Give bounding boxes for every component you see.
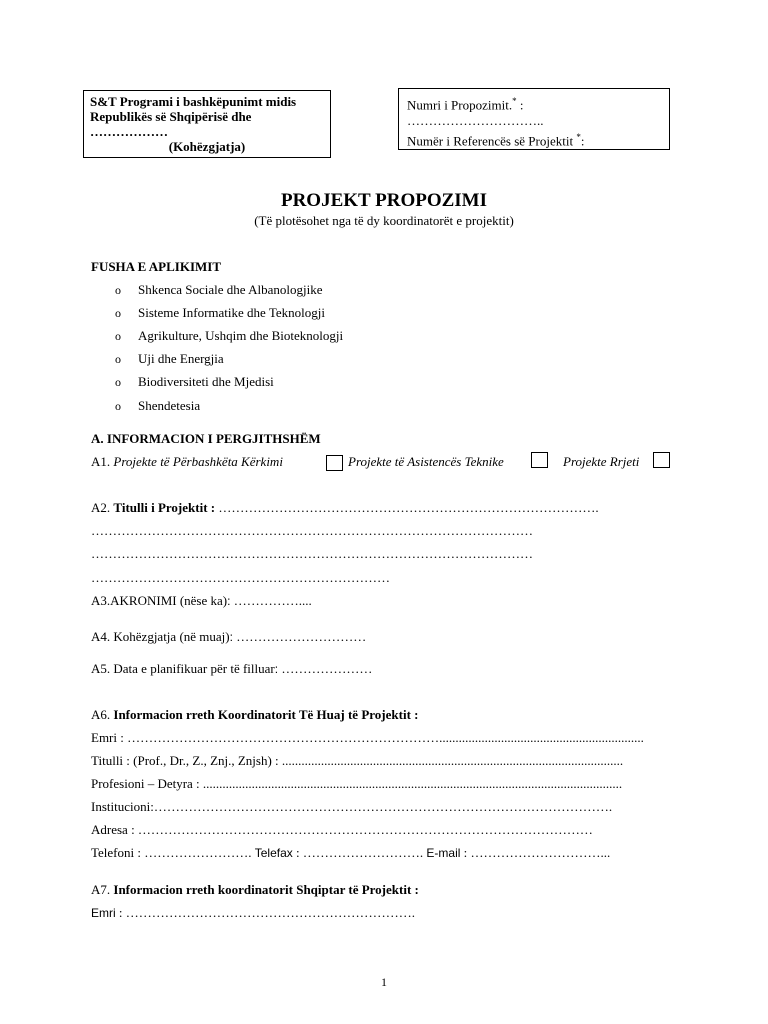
bullet-marker[interactable]: o xyxy=(115,306,121,320)
field-heading: FUSHA E APLIKIMIT xyxy=(91,259,222,274)
page-subtitle: (Të plotësohet nga të dy koordinatorët e projektit) xyxy=(254,213,514,228)
a6-fax-label: Telefax xyxy=(254,846,293,860)
a6-title-field[interactable]: Titulli : (Prof., Dr., Z., Znj., Znjsh) : ......................................................................................................... xyxy=(91,753,624,768)
a1-label: A1. xyxy=(91,454,111,469)
field-option-1: Shkenca Sociale dhe Albanologjike xyxy=(138,282,323,297)
a1-option-joint-research: Projekte të Përbashkëta Kërkimi xyxy=(113,454,283,469)
a6-contact-row[interactable] xyxy=(91,845,610,861)
program-duration: (Kohëzgjatja) xyxy=(168,139,246,154)
checkbox-joint-research[interactable] xyxy=(326,455,343,471)
a3-row: A3.AKRONIMI (nëse ka): …………….... xyxy=(91,593,312,608)
a4-dots[interactable]: ………………………… xyxy=(236,629,367,644)
a6-email-label: E-mail xyxy=(426,846,461,860)
bullet-marker[interactable]: o xyxy=(115,329,121,343)
a1-option-network: Projekte Rrjeti xyxy=(563,454,640,469)
a4-label: A4. Kohëzgjatja (në muaj) xyxy=(91,629,230,644)
a2-dots-4[interactable]: …………………………………………………………… xyxy=(91,570,390,585)
checkbox-network[interactable] xyxy=(653,452,670,468)
checkbox-technical-assistance[interactable] xyxy=(531,452,548,468)
bullet-marker[interactable]: o xyxy=(115,283,121,297)
program-line-3: ……………… xyxy=(90,124,168,139)
a2-title-label: Titulli i Projektit : xyxy=(113,500,216,515)
field-option-4: Uji dhe Energjia xyxy=(138,351,224,366)
a3-dots[interactable]: …………….... xyxy=(233,593,312,608)
bullet-marker[interactable]: o xyxy=(115,375,121,389)
program-line-1: S&T Programi i bashkëpunimt midis xyxy=(90,94,297,109)
a6-row xyxy=(91,707,418,723)
a7-row xyxy=(91,882,419,898)
a6-name-field[interactable]: Emri : ………………………………………………………………............................................................... xyxy=(91,730,644,745)
a2-dots-3[interactable]: ………………………………………………………………………………………… xyxy=(91,546,533,561)
a6-email-field[interactable]: : …………………………... xyxy=(460,845,611,860)
field-option-6: Shendetesia xyxy=(138,398,201,413)
a5-row: A5. Data e planifikuar për të filluar: ………………… xyxy=(91,661,373,676)
a7-name-field[interactable]: : …………………………………………………………. xyxy=(115,905,416,920)
a5-label: A5. Data e planifikuar për të filluar xyxy=(91,661,275,676)
a7-label: A7. xyxy=(91,882,111,897)
a7-name-label: Emri xyxy=(91,906,116,920)
field-option-5: Biodiversiteti dhe Mjedisi xyxy=(138,374,274,389)
a2-dots-2[interactable]: ………………………………………………………………………………………… xyxy=(91,523,533,538)
a6-phone-field[interactable]: Telefoni : ……………………. xyxy=(91,845,255,860)
proposal-number-label: Numri i Propozimit.* : xyxy=(407,96,524,113)
a5-dots[interactable]: ………………… xyxy=(281,661,373,676)
a2-dots-1[interactable]: ……………………………………………………………………………. xyxy=(218,500,599,515)
a4-row: A4. Kohëzgjatja (në muaj): ………………………… xyxy=(91,629,367,644)
a3-label: A3.AKRONIMI (nëse ka) xyxy=(91,593,228,608)
bullet-marker[interactable]: o xyxy=(115,352,121,366)
a1-option-technical-assistance: Projekte të Asistencës Teknike xyxy=(348,454,504,469)
bullet-marker[interactable]: o xyxy=(115,399,121,413)
field-option-2: Sisteme Informatike dhe Teknologji xyxy=(138,305,325,320)
page-number: 1 xyxy=(381,975,387,989)
program-line-2: Republikës së Shqipërisë dhe xyxy=(90,109,252,124)
proposal-number-dots[interactable]: ………………………….. xyxy=(407,113,544,129)
page-title: PROJEKT PROPOZIMI xyxy=(280,190,488,211)
program-info-box xyxy=(83,90,331,158)
a6-address-field[interactable]: Adresa : …………………………………………………………………………………………… xyxy=(91,822,593,837)
proposal-number-box xyxy=(398,88,670,150)
a2-row xyxy=(91,500,599,516)
a2-label: A2. xyxy=(91,500,111,515)
a7-heading: Informacion rreth koordinatorit Shqiptar të Projektit : xyxy=(113,882,419,897)
section-a-heading: A. INFORMACION I PERGJITHSHËM xyxy=(91,431,321,446)
a7-name-row[interactable] xyxy=(91,905,415,921)
field-option-3: Agrikulture, Ushqim dhe Bioteknologji xyxy=(138,328,344,343)
a6-heading: Informacion rreth Koordinatorit Të Huaj të Projektit : xyxy=(113,707,419,722)
a6-institution-field[interactable]: Institucioni:……………………………………………………………………………………………. xyxy=(91,799,613,814)
a6-fax-field[interactable]: : ………………………. xyxy=(292,845,427,860)
reference-number-label: Numër i Referencës së Projektit *: xyxy=(407,132,585,149)
a1-row xyxy=(91,454,283,470)
a6-label: A6. xyxy=(91,707,111,722)
a6-profession-field[interactable]: Profesioni – Detyra : ................................................................................................................................. xyxy=(91,776,623,791)
